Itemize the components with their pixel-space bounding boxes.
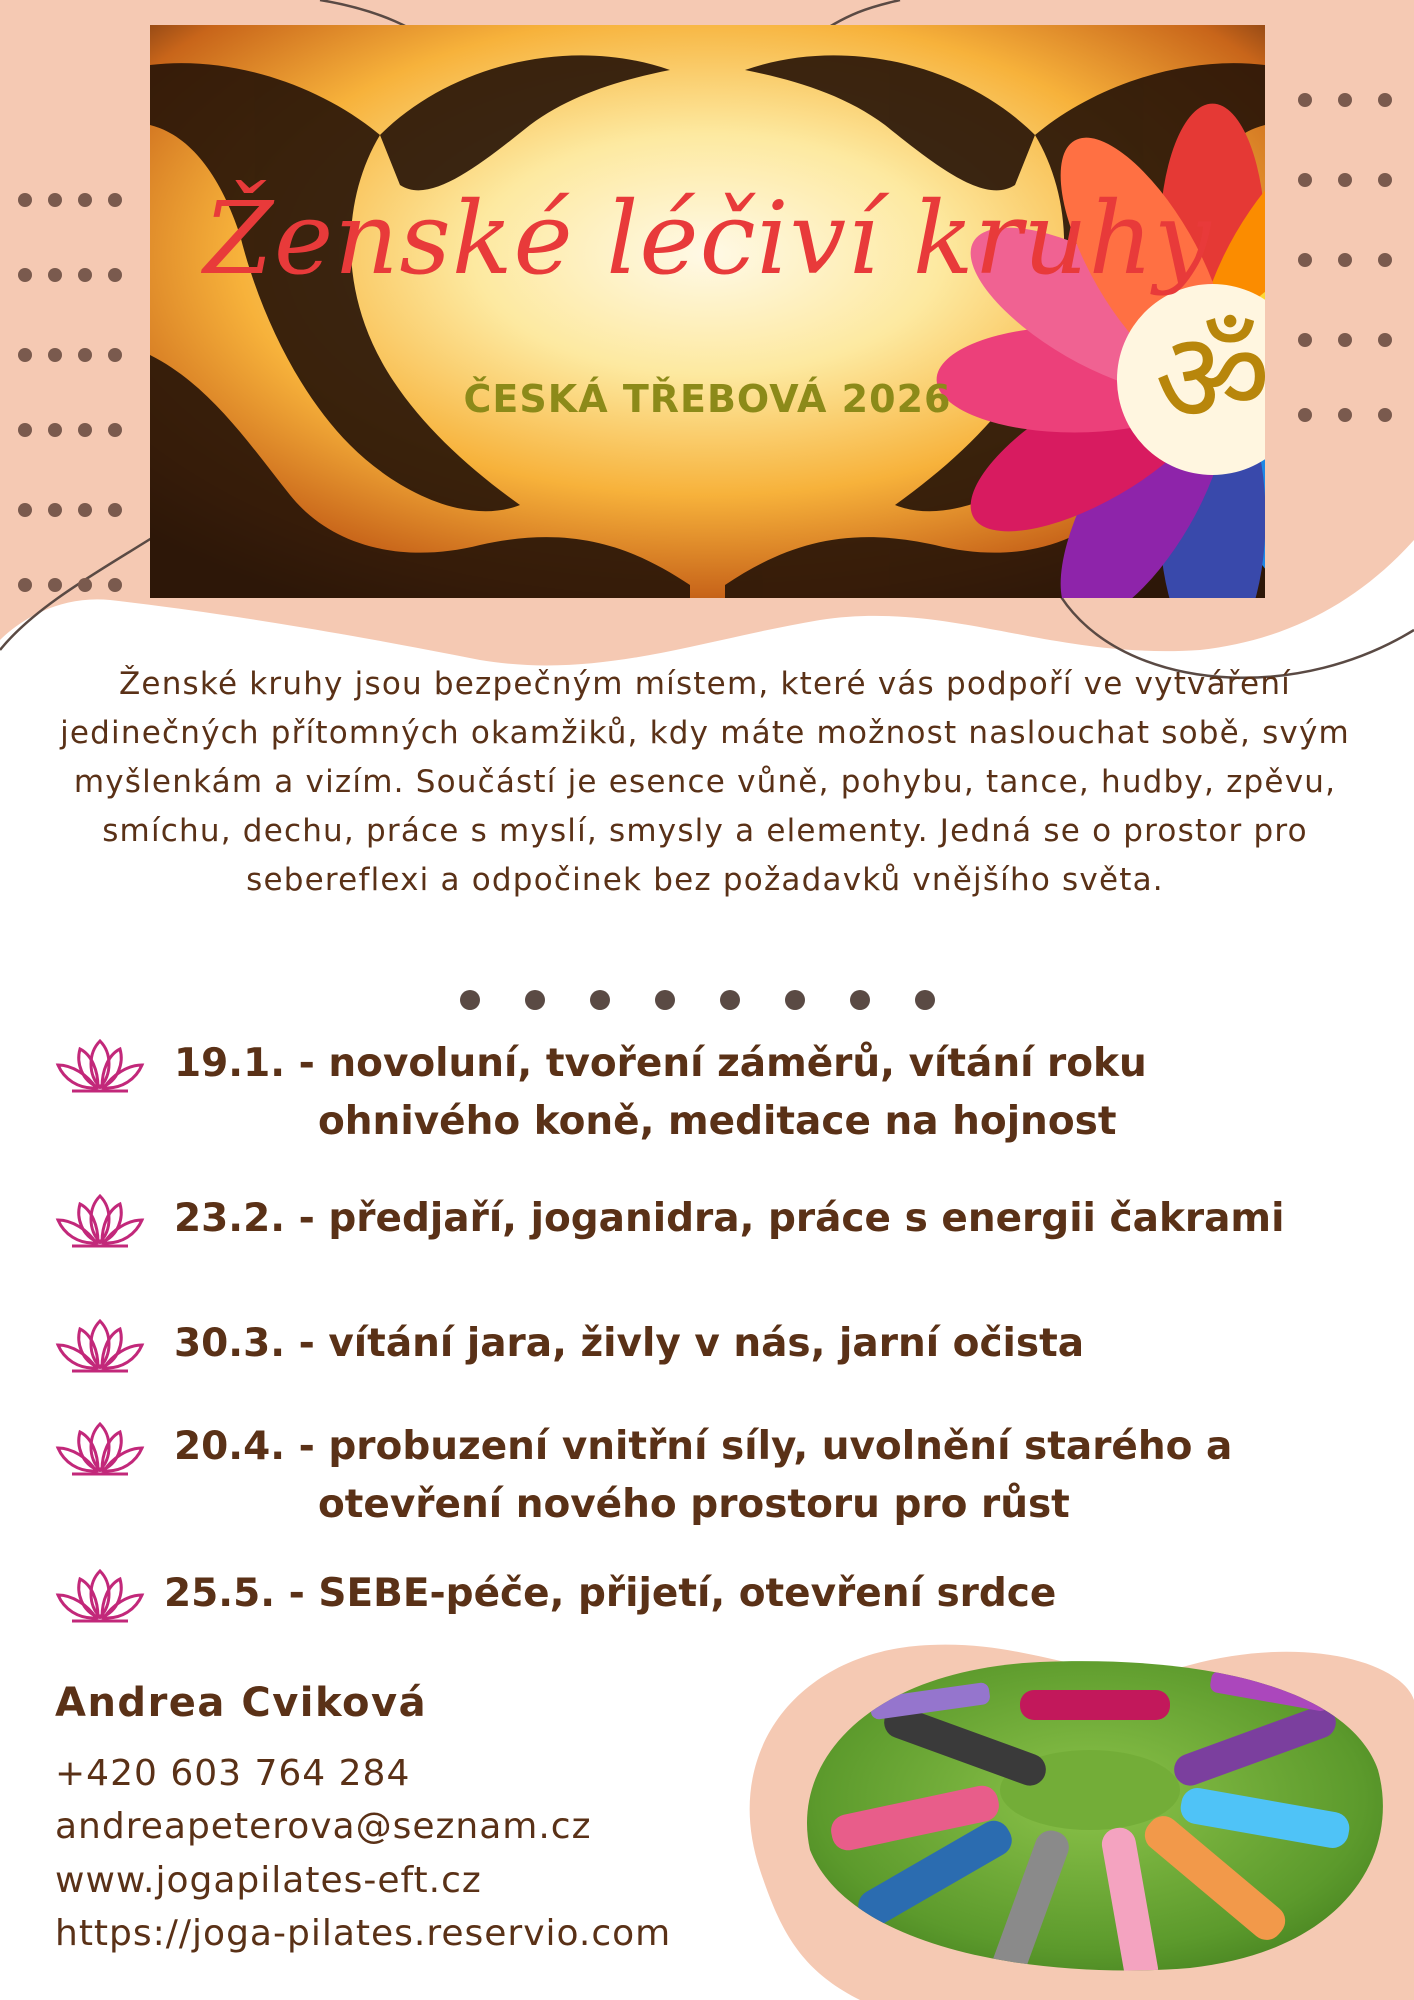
contact-email[interactable]: andreapeterova@seznam.cz [55,1806,592,1847]
event-line-continued: ohnivého koně, meditace na hojnost [318,1099,1117,1144]
lotus-icon [52,1315,148,1375]
svg-text:ॐ: ॐ [1154,304,1271,453]
lotus-icon [52,1035,148,1095]
event-line: 25.5. - SEBE-péče, přijetí, otevření srdce [164,1571,1057,1616]
event-line: 20.4. - probuzení vnitřní síly, uvolnění starého a [174,1424,1233,1469]
hero-banner [150,25,1271,598]
lotus-icon [52,1418,148,1478]
event-line-continued: otevření nového prostoru pro růst [318,1482,1070,1527]
lotus-icon [52,1565,148,1625]
contact-phone[interactable]: +420 603 764 284 [55,1753,411,1794]
contact-reservation-link[interactable]: https://joga-pilates.reservio.com [55,1913,672,1954]
page-title: Ženské léčiví kruhy [203,180,1212,297]
event-line: 23.2. - předjaří, joganidra, práce s energii čakrami [174,1196,1285,1241]
contact-website[interactable]: www.jogapilates-eft.cz [55,1860,482,1901]
contact-name: Andrea Cviková [55,1680,428,1726]
separator-dots [455,985,945,1015]
intro-paragraph: Ženské kruhy jsou bezpečným místem, které vás podpoří ve vytváření jedinečných přítomných okamžiků, kdy máte možnost naslouchat sobě, svým myšlenkám a vizím. Součástí je esence vůně, pohybu, tance, hudby, zpěvu, smíchu, dechu, práce s myslí, smysly a elementy. Jedná se o prostor pro sebereflexi a odpočinek bez požadavků vnějšího světa. [60,666,1350,898]
group-yoga-photo [790,1650,1390,1980]
om-mandala-icon [655,93,1271,598]
event-line: 30.3. - vítání jara, živly v nás, jarní očista [174,1321,1085,1366]
lotus-icon [52,1190,148,1250]
event-line: 19.1. - novoluní, tvoření záměrů, vítání roku [174,1041,1147,1086]
location-year-subtitle: ČESKÁ TŘEBOVÁ 2026 [463,377,952,421]
